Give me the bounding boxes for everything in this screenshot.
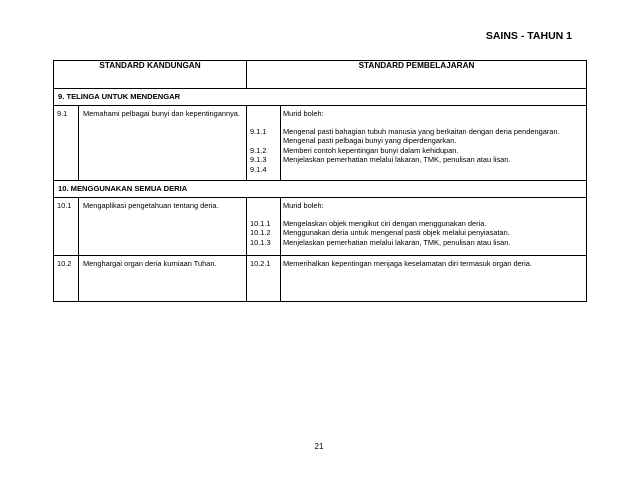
learning-code: 10.1.3 [250, 237, 271, 247]
learning-text: Menjelaskan pemerhatian melalui lakaran, TMK, penulisan atau lisan. [283, 155, 511, 165]
learning-text: Mengelaskan objek mengikut ciri dengan menggunakan deria. [283, 218, 487, 228]
learning-text: Memerihalkan kepentingan menjaga keselamatan diri termasuk organ deria. [283, 259, 532, 268]
learning-text: Menggunakan deria untuk mengenal pasti objek melalui penyiasatan. [283, 228, 510, 238]
section-title: 10. MENGGUNAKAN SEMUA DERIA [54, 181, 587, 198]
learning-intro: Murid boleh: [283, 201, 324, 210]
learning-text: Mengenal pasti pelbagai bunyi yang diperdengarkan. [283, 136, 457, 146]
section-row [54, 181, 587, 198]
learning-intro: Murid boleh: [283, 109, 324, 118]
column-header-standard-pembelajaran: STANDARD PEMBELAJARAN [247, 61, 587, 89]
table-row [54, 198, 587, 256]
content-standard-text: Menghargai organ deria kurniaan Tuhan. [79, 256, 247, 302]
learning-standard-texts [281, 198, 587, 256]
learning-code: 9.1.2 [250, 145, 267, 155]
learning-text: Menjelaskan pemerhatian melalui lakaran, TMK, penulisan atau lisan. [283, 237, 511, 247]
column-header-standard-kandungan: STANDARD KANDUNGAN [54, 61, 247, 89]
content-standard-code: 10.2 [54, 256, 79, 302]
learning-text: Memberi contoh kepentingan bunyi dalam kehidupan. [283, 145, 459, 155]
content-standard-text: Mengaplikasi pengetahuan tentang deria. [79, 198, 247, 256]
document-header-title: SAINS - TAHUN 1 [485, 30, 572, 42]
table-header-row [54, 61, 587, 89]
standards-table [53, 60, 587, 302]
learning-code: 9.1.3 [250, 155, 267, 165]
learning-code: 10.1.1 [250, 218, 271, 228]
learning-standard-texts [281, 256, 587, 302]
content-standard-code: 10.1 [54, 198, 79, 256]
learning-code: 9.1.4 [250, 164, 267, 174]
table-row [54, 256, 587, 302]
page-number: 21 [314, 442, 324, 451]
learning-code: 9.1.1 [250, 126, 267, 136]
section-row [54, 89, 587, 106]
table-row [54, 106, 587, 181]
learning-standard-codes [247, 198, 281, 256]
learning-text: Mengenal pasti bahagian tubuh manusia yang berkaitan dengan deria pendengaran. [283, 126, 560, 136]
section-title: 9. TELINGA UNTUK MENDENGAR [54, 89, 587, 106]
learning-code: 10.1.2 [250, 228, 271, 238]
learning-standard-codes [247, 106, 281, 181]
content-standard-text: Memahami pelbagai bunyi dan kepentingannya. [79, 106, 247, 181]
learning-standard-codes [247, 256, 281, 302]
learning-standard-texts [281, 106, 587, 181]
learning-code: 10.2.1 [250, 259, 271, 268]
content-standard-code: 9.1 [54, 106, 79, 181]
